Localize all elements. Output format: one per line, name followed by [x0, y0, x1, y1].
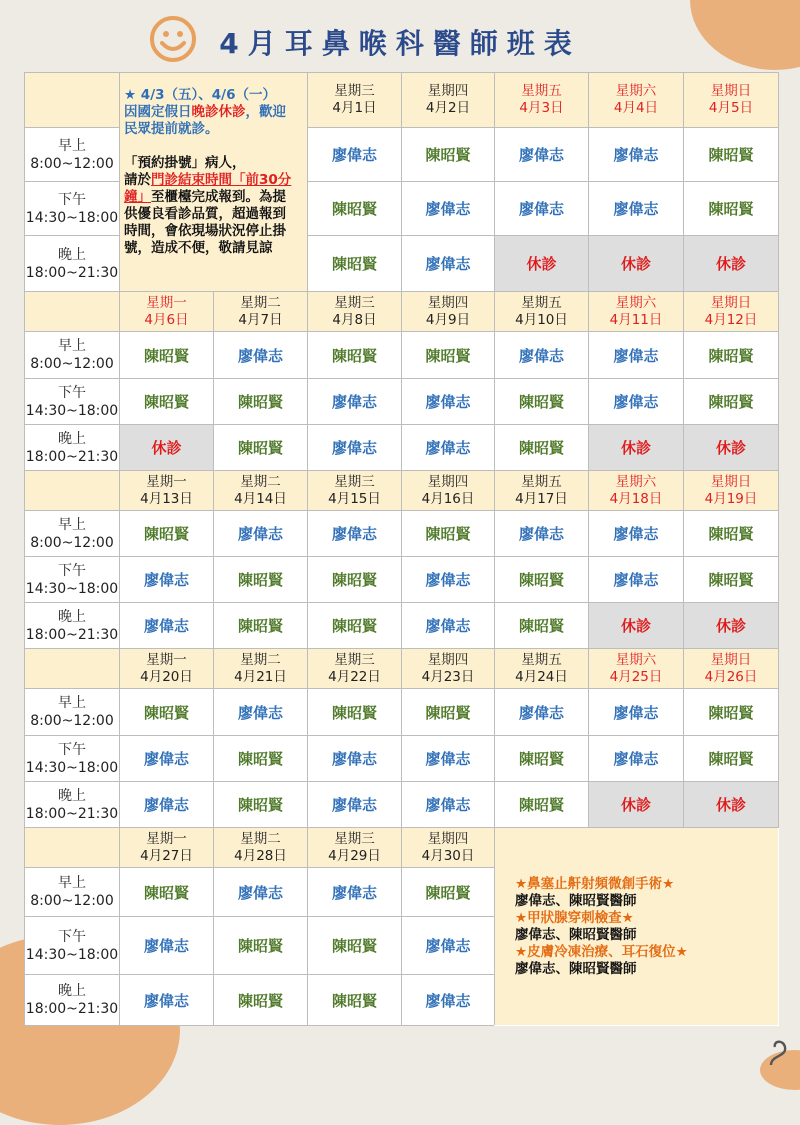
slot-name: 早上 [58, 516, 86, 533]
time-slot-label [25, 236, 120, 292]
doctor-cell: 廖偉志 [495, 689, 589, 736]
date-label: 4月21日 [234, 668, 287, 685]
date-header-row [25, 471, 779, 511]
notice-text: ，歡迎 [245, 104, 286, 120]
notice-text: 請於 [124, 172, 151, 188]
date-header-cell [684, 471, 779, 511]
doctor-cell: 廖偉志 [402, 557, 495, 603]
doctor-cell: 陳昭賢 [214, 736, 308, 782]
notice-text: 因國定假日 [124, 104, 192, 120]
doctor-cell: 廖偉志 [308, 425, 402, 471]
notice-cell [120, 73, 308, 292]
doctor-cell: 廖偉志 [402, 975, 495, 1026]
doctor-cell: 陳昭賢 [684, 511, 779, 557]
date-header-cell [308, 471, 402, 511]
closed-cell: 休診 [589, 782, 684, 828]
date-label: 4月26日 [704, 668, 758, 685]
weekday-label: 星期五 [521, 651, 562, 668]
date-header-cell [589, 649, 684, 689]
closed-cell: 休診 [684, 236, 779, 292]
doctor-cell: 陳昭賢 [308, 236, 402, 292]
slot-hours: 14:30~18:00 [25, 580, 119, 597]
procedure-doctors: 廖偉志、陳昭賢醫師 [515, 892, 637, 909]
doctor-cell: 廖偉志 [589, 511, 684, 557]
slot-hours: 18:00~21:30 [25, 264, 119, 281]
header-corner-cell [25, 649, 120, 689]
slot-name: 下午 [58, 191, 86, 208]
slot-hours: 8:00~12:00 [30, 893, 114, 909]
notice-line [124, 206, 305, 223]
date-label: 4月11日 [609, 311, 663, 328]
closed-cell: 休診 [684, 782, 779, 828]
slot-name: 早上 [58, 137, 86, 154]
doctor-cell: 廖偉志 [402, 917, 495, 975]
time-slot-label [25, 425, 120, 471]
date-header-cell [402, 649, 495, 689]
notice-text: 鐘」 [124, 189, 151, 205]
weekday-label: 星期三 [334, 651, 375, 668]
doctor-cell: 廖偉志 [214, 868, 308, 917]
doctor-cell: 陳昭賢 [684, 182, 779, 236]
date-label: 4月27日 [140, 847, 193, 864]
doctor-cell: 廖偉志 [589, 689, 684, 736]
slot-name: 晚上 [58, 608, 86, 625]
doctor-cell: 廖偉志 [495, 511, 589, 557]
header-corner-cell [25, 471, 120, 511]
doctor-cell: 廖偉志 [120, 557, 214, 603]
slot-hours: 14:30~18:00 [25, 759, 119, 776]
doctor-cell: 廖偉志 [120, 603, 214, 649]
weekday-label: 星期四 [427, 83, 469, 99]
date-header-cell [308, 292, 402, 332]
doctor-cell: 陳昭賢 [120, 379, 214, 425]
date-label: 4月13日 [140, 490, 193, 507]
weekday-label: 星期三 [334, 294, 375, 311]
date-label: 4月23日 [421, 668, 475, 685]
notice-line [124, 223, 305, 240]
header-corner-cell [25, 292, 120, 332]
date-label: 4月25日 [609, 668, 663, 685]
date-label: 4月17日 [515, 490, 568, 507]
doctor-cell: 廖偉志 [120, 736, 214, 782]
weekday-label: 星期三 [334, 473, 375, 490]
procedure-title: ★皮膚冷凍治療、耳石復位★ [515, 943, 688, 960]
slot-hours: 8:00~12:00 [30, 356, 114, 372]
doctor-cell: 陳昭賢 [495, 782, 589, 828]
page-title: 4月耳鼻喉科醫師班表 [219, 27, 581, 60]
date-label: 4月9日 [425, 311, 471, 328]
doctor-cell: 廖偉志 [120, 782, 214, 828]
date-header-cell [495, 471, 589, 511]
slot-hours: 8:00~12:00 [30, 155, 114, 172]
doctor-cell: 廖偉志 [402, 425, 495, 471]
doctor-cell: 廖偉志 [308, 736, 402, 782]
doctor-cell: 陳昭賢 [495, 557, 589, 603]
weekday-label: 星期五 [521, 473, 562, 490]
doctor-cell: 陳昭賢 [495, 425, 589, 471]
time-slot-label [25, 379, 120, 425]
slot-name: 下午 [58, 562, 86, 579]
header-corner-cell [25, 828, 120, 868]
doctor-cell: 陳昭賢 [402, 689, 495, 736]
doctor-cell: 陳昭賢 [308, 603, 402, 649]
slot-name: 下午 [58, 741, 86, 758]
notice-text: 號，造成不便，敬請見諒 [124, 240, 273, 256]
closed-cell: 休診 [495, 236, 589, 292]
date-header-cell [495, 73, 589, 128]
slot-hours: 14:30~18:00 [25, 402, 119, 419]
doctor-cell: 廖偉志 [402, 736, 495, 782]
doctor-cell: 廖偉志 [402, 782, 495, 828]
doctor-cell: 陳昭賢 [684, 332, 779, 379]
weekday-label: 星期六 [615, 294, 657, 311]
weekday-label: 星期一 [146, 473, 187, 490]
doctor-cell: 陳昭賢 [402, 128, 495, 182]
doctor-cell: 陳昭賢 [214, 603, 308, 649]
date-label: 4月15日 [328, 490, 381, 507]
time-slot-label [25, 603, 120, 649]
date-header-cell [214, 471, 308, 511]
time-slot-label [25, 917, 120, 975]
slot-hours: 8:00~12:00 [30, 713, 114, 729]
date-label: 4月14日 [234, 490, 287, 507]
weekday-label: 星期二 [240, 294, 281, 311]
procedure-title: ★鼻塞止鼾射頻微創手術★ [515, 875, 675, 892]
date-header-cell [214, 649, 308, 689]
date-header-cell [402, 471, 495, 511]
date-header-cell [402, 73, 495, 128]
date-header-cell [495, 292, 589, 332]
date-label: 4月20日 [140, 668, 193, 685]
doctor-cell: 廖偉志 [308, 128, 402, 182]
doctor-cell: 廖偉志 [308, 379, 402, 425]
doctor-cell: 廖偉志 [308, 868, 402, 917]
weekday-label: 星期日 [710, 294, 752, 311]
doctor-cell: 廖偉志 [589, 332, 684, 379]
doctor-cell: 廖偉志 [589, 128, 684, 182]
date-header-cell [589, 292, 684, 332]
doctor-cell: 陳昭賢 [308, 557, 402, 603]
notice-line [124, 172, 305, 189]
doctor-cell: 陳昭賢 [402, 511, 495, 557]
date-header-row [25, 292, 779, 332]
date-label: 4月24日 [515, 668, 568, 685]
time-slot-label [25, 868, 120, 917]
date-label: 4月12日 [704, 311, 758, 328]
date-header-cell [684, 292, 779, 332]
date-label: 4月7日 [238, 311, 283, 328]
weekday-label: 星期五 [521, 294, 562, 311]
slot-name: 早上 [58, 695, 86, 711]
weekday-label: 星期二 [240, 830, 281, 847]
schedule-row-evening [25, 603, 779, 649]
date-header-cell [684, 649, 779, 689]
procedure-doctors: 廖偉志、陳昭賢醫師 [515, 926, 637, 943]
weekday-label: 星期四 [427, 294, 469, 311]
notice-text: ★ 4/3（五）、4/6（一） [124, 87, 276, 103]
weekday-label: 星期六 [615, 473, 657, 490]
header-corner-cell [25, 73, 120, 128]
date-label: 4月19日 [704, 490, 758, 507]
doctor-cell: 陳昭賢 [684, 557, 779, 603]
schedule-table [24, 72, 779, 1026]
notice-text: 晚診休診 [191, 104, 246, 120]
slot-name: 下午 [58, 928, 86, 945]
doctor-cell: 陳昭賢 [120, 868, 214, 917]
slot-name: 晚上 [58, 983, 86, 999]
slot-hours: 18:00~21:30 [25, 626, 119, 643]
weekday-label: 星期日 [710, 651, 752, 668]
notice-line [124, 155, 305, 172]
time-slot-label [25, 975, 120, 1026]
doctor-cell: 廖偉志 [402, 182, 495, 236]
closed-cell: 休診 [589, 236, 684, 292]
date-header-row [25, 73, 779, 128]
schedule-row-afternoon [25, 379, 779, 425]
doctor-cell: 陳昭賢 [308, 689, 402, 736]
doctor-cell: 陳昭賢 [308, 182, 402, 236]
closed-cell: 休診 [120, 425, 214, 471]
schedule-row-afternoon [25, 557, 779, 603]
notice-text: 時間，會依現場狀況停止掛 [124, 223, 286, 239]
time-slot-label [25, 689, 120, 736]
date-label: 4月2日 [425, 100, 471, 116]
notice-text: 民眾提前就診。 [124, 121, 219, 137]
schedule-row-afternoon [25, 736, 779, 782]
date-header-cell [402, 828, 495, 868]
weekday-label: 星期一 [146, 651, 187, 668]
doctor-cell: 陳昭賢 [402, 332, 495, 379]
notice-line [124, 121, 305, 138]
hook-icon [765, 1033, 795, 1067]
doctor-cell: 廖偉志 [308, 782, 402, 828]
procedure-doctors: 廖偉志、陳昭賢醫師 [515, 960, 637, 977]
doctor-cell: 陳昭賢 [684, 689, 779, 736]
date-label: 4月29日 [328, 847, 381, 864]
time-slot-label [25, 736, 120, 782]
date-header-cell [120, 649, 214, 689]
doctor-cell: 廖偉志 [402, 603, 495, 649]
closed-cell: 休診 [589, 425, 684, 471]
doctor-cell: 廖偉志 [214, 511, 308, 557]
doctor-cell: 陳昭賢 [495, 603, 589, 649]
doctor-cell: 廖偉志 [495, 128, 589, 182]
time-slot-label [25, 557, 120, 603]
date-header-cell [308, 649, 402, 689]
notice-line [124, 104, 305, 121]
date-label: 4月3日 [519, 100, 564, 116]
notice-line [124, 138, 305, 155]
date-header-cell [495, 649, 589, 689]
weekday-label: 星期四 [427, 830, 469, 847]
doctor-cell: 廖偉志 [495, 182, 589, 236]
weekday-label: 星期日 [710, 83, 752, 99]
notice-text: 「預約掛號」病人， [124, 155, 246, 171]
weekday-label: 星期二 [240, 473, 281, 490]
date-header-row [25, 649, 779, 689]
slot-hours: 8:00~12:00 [30, 534, 114, 551]
procedures-panel [495, 828, 779, 1026]
doctor-cell: 陳昭賢 [684, 128, 779, 182]
notice-text: 至櫃檯完成報到。為提 [151, 189, 286, 205]
slot-hours: 18:00~21:30 [25, 448, 119, 465]
doctor-cell: 廖偉志 [589, 182, 684, 236]
weekday-label: 星期四 [427, 651, 469, 668]
doctor-cell: 陳昭賢 [684, 379, 779, 425]
notice-line [124, 240, 305, 257]
weekday-label: 星期五 [521, 83, 562, 99]
weekday-label: 星期二 [240, 651, 281, 668]
date-label: 4月16日 [421, 490, 475, 507]
doctor-cell: 廖偉志 [402, 379, 495, 425]
doctor-cell: 陳昭賢 [214, 557, 308, 603]
closed-cell: 休診 [684, 603, 779, 649]
weekday-label: 星期一 [146, 294, 187, 311]
slot-name: 晚上 [58, 246, 86, 263]
date-header-cell [589, 471, 684, 511]
doctor-cell: 廖偉志 [402, 236, 495, 292]
date-label: 4月8日 [332, 311, 377, 328]
date-header-cell [120, 828, 214, 868]
date-label: 4月5日 [708, 100, 754, 116]
notice-line [124, 189, 305, 206]
schedule-row-morning [25, 332, 779, 379]
date-label: 4月22日 [328, 668, 381, 685]
slot-name: 晚上 [58, 430, 86, 447]
doctor-cell: 廖偉志 [308, 511, 402, 557]
doctor-cell: 廖偉志 [589, 379, 684, 425]
time-slot-label [25, 511, 120, 557]
slot-hours: 14:30~18:00 [25, 209, 119, 226]
date-header-cell [684, 73, 779, 128]
date-label: 4月28日 [234, 847, 287, 864]
doctor-cell: 廖偉志 [495, 332, 589, 379]
weekday-label: 星期日 [710, 473, 752, 490]
date-header-cell [402, 292, 495, 332]
date-header-cell [214, 292, 308, 332]
doctor-cell: 陳昭賢 [402, 868, 495, 917]
schedule-row-evening [25, 782, 779, 828]
slot-hours: 18:00~21:30 [25, 1001, 119, 1017]
doctor-cell: 廖偉志 [589, 557, 684, 603]
date-label: 4月4日 [613, 100, 659, 116]
doctor-cell: 廖偉志 [589, 736, 684, 782]
date-label: 4月30日 [421, 847, 475, 864]
date-label: 4月10日 [515, 311, 568, 328]
procedure-title: ★甲狀腺穿刺檢查★ [515, 909, 634, 926]
notice-text: 門診結束時間「前30分 [151, 172, 292, 188]
closed-cell: 休診 [684, 425, 779, 471]
slot-name: 早上 [58, 875, 86, 891]
doctor-cell: 陳昭賢 [308, 332, 402, 379]
weekday-label: 星期三 [334, 830, 375, 847]
slot-name: 早上 [58, 338, 86, 354]
time-slot-label [25, 332, 120, 379]
time-slot-label [25, 182, 120, 236]
doctor-cell: 陳昭賢 [308, 917, 402, 975]
doctor-cell: 陳昭賢 [120, 689, 214, 736]
slot-hours: 18:00~21:30 [25, 805, 119, 822]
weekday-label: 星期六 [615, 83, 657, 99]
doctor-cell: 陳昭賢 [495, 379, 589, 425]
doctor-cell: 廖偉志 [120, 975, 214, 1026]
doctor-cell: 廖偉志 [120, 917, 214, 975]
date-label: 4月18日 [609, 490, 663, 507]
doctor-cell: 陳昭賢 [120, 332, 214, 379]
doctor-cell: 陳昭賢 [214, 975, 308, 1026]
date-label: 4月6日 [144, 311, 189, 328]
slot-hours: 14:30~18:00 [25, 946, 119, 963]
date-header-row [25, 828, 779, 868]
doctor-cell: 陳昭賢 [308, 975, 402, 1026]
weekday-label: 星期一 [146, 830, 187, 847]
weekday-label: 星期六 [615, 651, 657, 668]
date-header-cell [120, 292, 214, 332]
date-header-cell [120, 471, 214, 511]
schedule-row-morning [25, 511, 779, 557]
doctor-cell: 陳昭賢 [120, 511, 214, 557]
notice-line [124, 87, 305, 104]
date-header-cell [308, 828, 402, 868]
doctor-cell: 陳昭賢 [214, 782, 308, 828]
doctor-cell: 陳昭賢 [214, 425, 308, 471]
closed-cell: 休診 [589, 603, 684, 649]
doctor-cell: 陳昭賢 [684, 736, 779, 782]
doctor-cell: 陳昭賢 [214, 917, 308, 975]
weekday-label: 星期三 [334, 83, 375, 99]
slot-name: 下午 [58, 384, 86, 401]
weekday-label: 星期四 [427, 473, 469, 490]
date-header-cell [308, 73, 402, 128]
slot-name: 晚上 [58, 787, 86, 804]
schedule-row-morning [25, 689, 779, 736]
schedule-row-evening [25, 425, 779, 471]
date-header-cell [589, 73, 684, 128]
notice-text: 供優良看診品質，超過報到 [124, 206, 286, 222]
doctor-cell: 陳昭賢 [214, 379, 308, 425]
doctor-cell: 廖偉志 [214, 689, 308, 736]
date-label: 4月1日 [332, 100, 377, 116]
time-slot-label [25, 128, 120, 182]
time-slot-label [25, 782, 120, 828]
date-header-cell [214, 828, 308, 868]
doctor-cell: 陳昭賢 [495, 736, 589, 782]
doctor-cell: 廖偉志 [214, 332, 308, 379]
